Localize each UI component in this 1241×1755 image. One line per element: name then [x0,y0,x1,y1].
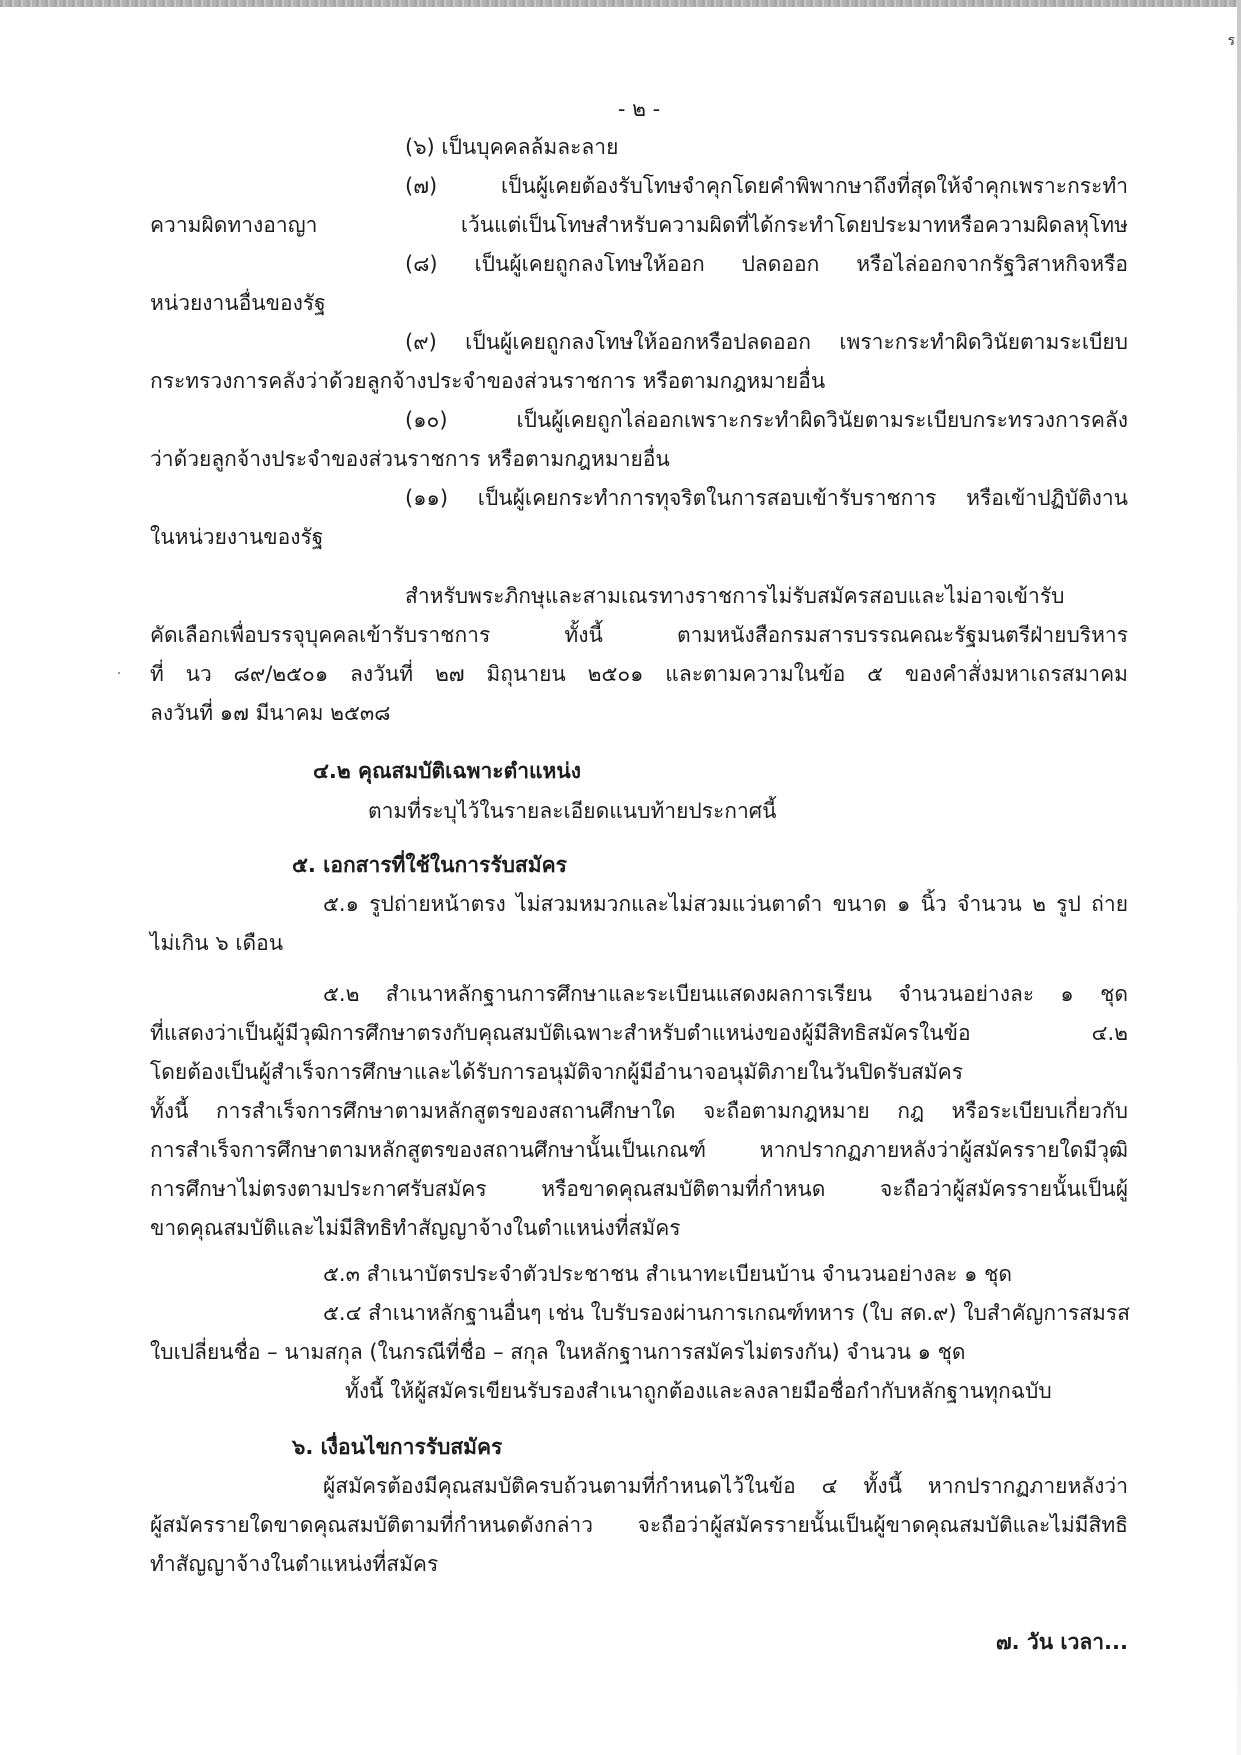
text-line: (๗) เป็นผู้เคยต้องรับโทษจำคุกโดยคำพิพากษาถึงที่สุดให้จำคุกเพราะกระทำ [405,174,1128,198]
text-line: ลงวันที่ ๑๗ มีนาคม ๒๕๓๘ [150,701,391,725]
text-line: (๙) เป็นผู้เคยถูกลงโทษให้ออกหรือปลดออก เพราะกระทำผิดวินัยตามระเบียบ [405,330,1128,354]
text-line: ทั้งนี้ ให้ผู้สมัครเขียนรับรองสำเนาถูกต้องและลงลายมือชื่อกำกับหลักฐานทุกฉบับ [345,1379,1052,1403]
scan-right-edge [1237,0,1241,1755]
text-line: ที่ นว ๘๙/๒๕๐๑ ลงวันที่ ๒๗ มิถุนายน ๒๕๐๑ และตามความในข้อ ๕ ของคำสั่งมหาเถรสมาคม [150,662,1128,686]
text-line: ว่าด้วยลูกจ้างประจำของส่วนราชการ หรือตามกฎหมายอื่น [150,447,670,471]
heading-5: ๕. เอกสารที่ใช้ในการรับสมัคร [292,853,567,877]
text-line: (๑๑) เป็นผู้เคยกระทำการทุจริตในการสอบเข้ารับราชการ หรือเข้าปฏิบัติงาน [405,486,1128,510]
page-number: - ๒ - [617,97,661,121]
heading-6: ๖. เงื่อนไขการรับสมัคร [292,1435,503,1459]
text-line: สำหรับพระภิกษุและสามเณรทางราชการไม่รับสมัครสอบและไม่อาจเข้ารับ [405,584,1065,608]
text-line: คัดเลือกเพื่อบรรจุบุคคลเข้ารับราชการ ทั้งนี้ ตามหนังสือกรมสารบรรณคณะรัฐมนตรีฝ่ายบริหาร [150,623,1128,647]
text-line: ๕.๓ สำเนาบัตรประจำตัวประชาชน สำเนาทะเบียนบ้าน จำนวนอย่างละ ๑ ชุด [323,1262,1013,1286]
text-line: กระทรวงการคลังว่าด้วยลูกจ้างประจำของส่วนราชการ หรือตามกฎหมายอื่น [150,369,826,393]
text-line: ผู้สมัครต้องมีคุณสมบัติครบถ้วนตามที่กำหนดไว้ในข้อ ๔ ทั้งนี้ หากปรากฏภายหลังว่า [323,1474,1128,1498]
text-line: ความผิดทางอาญา เว้นแต่เป็นโทษสำหรับความผิดที่ได้กระทำโดยประมาทหรือความผิดลหุโทษ [150,213,1128,237]
heading-4-2: ๔.๒ คุณสมบัติเฉพาะตำแหน่ง [313,759,581,783]
text-line: ในหน่วยงานของรัฐ [150,525,324,549]
edge-mark: ร [1227,33,1235,49]
text-line: ๕.๒ สำเนาหลักฐานการศึกษาและระเบียนแสดงผลการเรียน จำนวนอย่างละ ๑ ชุด [323,982,1128,1006]
text-line: ไม่เกิน ๖ เดือน [150,931,284,955]
text-line: (๘) เป็นผู้เคยถูกลงโทษให้ออก ปลดออก หรือไล่ออกจากรัฐวิสาหกิจหรือ [405,252,1128,276]
text-line: ผู้สมัครรายใดขาดคุณสมบัติตามที่กำหนดดังกล่าว จะถือว่าผู้สมัครรายนั้นเป็นผู้ขาดคุณสมบัติและไม่มีสิทธิ [150,1513,1128,1537]
text-line: ทำสัญญาจ้างในตำแหน่งที่สมัคร [150,1552,439,1576]
text-line: หน่วยงานอื่นของรัฐ [150,291,326,315]
text-line: (๑๐) เป็นผู้เคยถูกไล่ออกเพราะกระทำผิดวินัยตามระเบียบกระทรวงการคลัง [405,408,1128,432]
text-line: (๖) เป็นบุคคลล้มละลาย [405,135,619,159]
text-line: ขาดคุณสมบัติและไม่มีสิทธิทำสัญญาจ้างในตำแหน่งที่สมัคร [150,1216,681,1240]
text-line: ตามที่ระบุไว้ในรายละเอียดแนบท้ายประกาศนี้ [368,799,777,823]
scan-top-edge [0,0,1241,7]
text-line: ทั้งนี้ การสำเร็จการศึกษาตามหลักสูตรของสถานศึกษาใด จะถือตามกฎหมาย กฎ หรือระเบียบเกี่ยวกับ [150,1099,1128,1123]
text-line: ๕.๔ สำเนาหลักฐานอื่นๆ เช่น ใบรับรองผ่านการเกณฑ์ทหาร (ใบ สด.๙) ใบสำคัญการสมรส [323,1301,1130,1325]
text-line: ๕.๑ รูปถ่ายหน้าตรง ไม่สวมหมวกและไม่สวมแว่นตาดำ ขนาด ๑ นิ้ว จำนวน ๒ รูป ถ่าย [323,892,1128,916]
text-line: ใบเปลี่ยนชื่อ – นามสกุล (ในกรณีที่ชื่อ – สกุล ในหลักฐานการสมัครไม่ตรงกัน) จำนวน ๑ ชุด [150,1340,966,1364]
scan-speck [118,672,120,674]
text-line: ที่แสดงว่าเป็นผู้มีวุฒิการศึกษาตรงกับคุณสมบัติเฉพาะสำหรับตำแหน่งของผู้มีสิทธิสมัครในข้อ ๔.๒ [150,1021,1128,1045]
text-line: การศึกษาไม่ตรงตามประกาศรับสมัคร หรือขาดคุณสมบัติตามที่กำหนด จะถือว่าผู้สมัครรายนั้นเป็นผู้ [150,1177,1128,1201]
continuation-marker: ๗. วัน เวลา... [995,1630,1128,1654]
text-line: การสำเร็จการศึกษาตามหลักสูตรของสถานศึกษานั้นเป็นเกณฑ์ หากปรากฏภายหลังว่าผู้สมัครรายใดมีวุฒิ [150,1138,1128,1162]
text-line: โดยต้องเป็นผู้สำเร็จการศึกษาและได้รับการอนุมัติจากผู้มีอำนาจอนุมัติภายในวันปิดรับสมัคร [150,1060,963,1084]
